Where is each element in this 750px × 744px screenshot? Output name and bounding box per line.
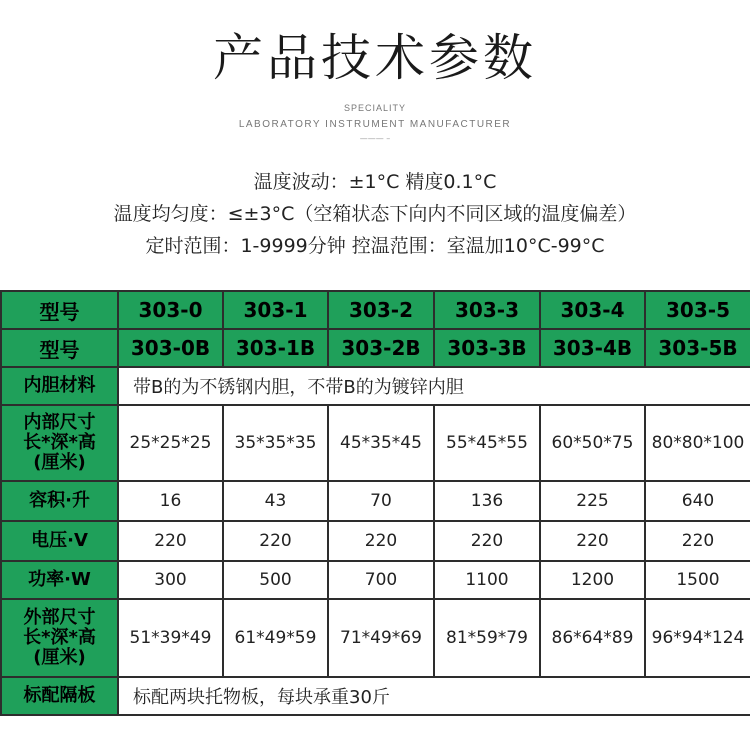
table-cell: 700 [328,561,434,599]
table-cell: 303-1 [223,291,328,329]
table-cell: 225 [540,481,645,521]
table-cell-liner: 带B的为不锈钢内胆，不带B的为镀锌内胆 [118,367,750,405]
table-cell: 303-5B [645,329,750,367]
subtitle-speciality: SPECIALITY [343,103,407,113]
table-cell: 35*35*35 [223,405,328,481]
row-label-volume: 容积·升 [1,481,118,521]
table-cell: 220 [118,521,223,561]
table-row-power [1,561,750,599]
table-row-voltage [1,521,750,561]
table-cell: 1100 [434,561,540,599]
table-cell: 640 [645,481,750,521]
row-label-line: 内部尺寸 [23,412,96,433]
table-cell: 300 [118,561,223,599]
spec-temperature-uniformity: 温度均匀度：≤±3°C（空箱状态下向内不同区域的温度偏差） [113,203,637,225]
table-cell: 16 [118,481,223,521]
row-label-line: 长*深*高 [23,432,96,453]
row-label-liner: 内胆材料 [1,367,118,405]
table-cell: 45*35*45 [328,405,434,481]
row-label-model: 型号 [1,291,118,329]
table-cell: 71*49*69 [328,599,434,677]
table-cell: 80*80*100 [645,405,750,481]
row-label-power: 功率·W [1,561,118,599]
row-label-line: (厘米) [33,452,86,473]
table-row-model-b [1,329,750,367]
table-cell: 303-3 [434,291,540,329]
table-cell: 220 [223,521,328,561]
table-row-liner [1,367,750,405]
table-cell: 220 [434,521,540,561]
table-cell: 303-5 [645,291,750,329]
table-cell: 70 [328,481,434,521]
row-label-shelf: 标配隔板 [1,677,118,715]
table-cell: 303-2B [328,329,434,367]
spec-timer-and-control-range: 定时范围：1-9999分钟 控温范围：室温加10°C-99°C [145,235,605,257]
table-row-volume [1,481,750,521]
table-cell: 81*59*79 [434,599,540,677]
table-cell: 25*25*25 [118,405,223,481]
table-row-model [1,291,750,329]
table-cell: 51*39*49 [118,599,223,677]
table-cell: 220 [645,521,750,561]
table-cell: 60*50*75 [540,405,645,481]
table-cell: 1500 [645,561,750,599]
row-label-inner-size [1,405,118,481]
table-cell: 220 [540,521,645,561]
page-title: 产品技术参数 [213,29,537,87]
subtitle-manufacturer: LABORATORY INSTRUMENT MANUFACTURER [238,119,512,130]
table-cell: 86*64*89 [540,599,645,677]
subtitle-decoration: ——— – [359,134,391,143]
table-cell: 303-4B [540,329,645,367]
table-row-outer-size [1,599,750,677]
table-cell: 303-4 [540,291,645,329]
row-label-voltage: 电压·V [1,521,118,561]
table-cell: 61*49*59 [223,599,328,677]
row-label-line: 长*深*高 [23,627,96,648]
row-label-outer-size [1,599,118,677]
row-label-line: (厘米) [33,647,86,668]
table-cell: 96*94*124 [645,599,750,677]
table-cell: 136 [434,481,540,521]
table-cell: 43 [223,481,328,521]
table-cell-shelf: 标配两块托物板，每块承重30斤 [118,677,750,715]
table-cell: 303-0 [118,291,223,329]
spec-temperature-fluctuation: 温度波动：±1°C 精度0.1°C [253,171,497,193]
table-cell: 303-0B [118,329,223,367]
table-row-inner-size [1,405,750,481]
table-cell: 303-2 [328,291,434,329]
row-label-line: 外部尺寸 [23,607,96,628]
table-cell: 500 [223,561,328,599]
spec-table [0,290,750,716]
table-cell: 220 [328,521,434,561]
table-row-shelf [1,677,750,715]
table-cell: 55*45*55 [434,405,540,481]
table-cell: 303-3B [434,329,540,367]
table-cell: 303-1B [223,329,328,367]
table-cell: 1200 [540,561,645,599]
row-label-model-b: 型号 [1,329,118,367]
